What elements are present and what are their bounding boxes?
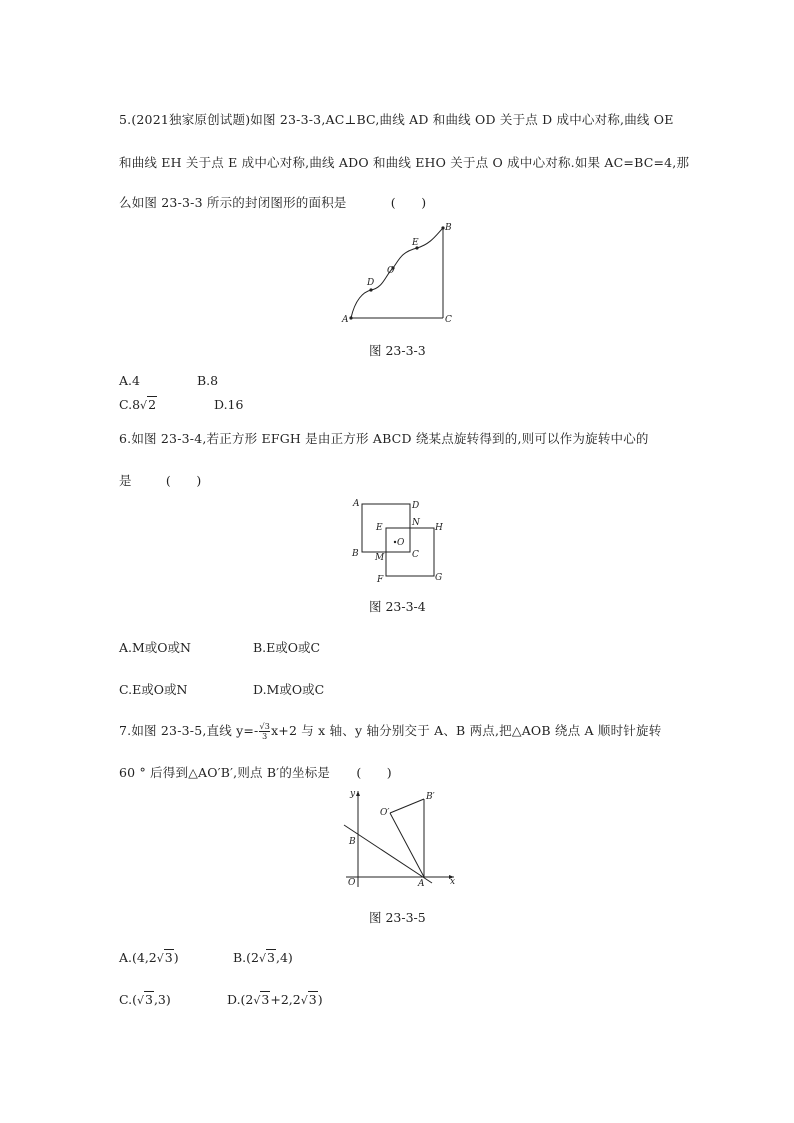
- q7-option-b: B.(2√3,4): [233, 950, 293, 965]
- label-o-prime: O′: [380, 808, 390, 818]
- q6-line-2: [119, 471, 201, 489]
- label-a: A: [418, 879, 425, 889]
- label-e: E: [412, 238, 419, 248]
- label-d: D: [412, 501, 420, 511]
- label-m: M: [375, 553, 385, 563]
- q7-line-2-text: 60 ° 后得到△AO′B′,则点 B′的坐标是: [119, 765, 331, 780]
- label-c: C: [412, 550, 419, 560]
- segment-o-prime-b-prime: [390, 799, 424, 813]
- fraction: $\frac{√3}{3}$: [259, 722, 271, 741]
- q5-line-3-text: 么如图 23-3-3 所示的封闭图形的面积是: [119, 195, 347, 210]
- q7-option-d: D.(2√3+2,2√3): [227, 992, 323, 1007]
- label-b: B: [445, 223, 452, 233]
- label-e: E: [376, 523, 383, 533]
- figure-23-3-5: [336, 787, 460, 891]
- label-y: y: [350, 789, 356, 799]
- label-o: O: [397, 538, 405, 548]
- q7-line-1: 7.如图 23-3-5,直线 y=- $\frac{√3}{3}$ x+2 与 x 轴、y 轴分别交于 A、B 两点,把△AOB 绕点 A 顺时针旋转: [119, 722, 662, 741]
- figure-23-3-3: [335, 218, 460, 330]
- q5-option-d: D.16: [214, 397, 244, 412]
- label-h: H: [435, 523, 443, 533]
- q5-option-c: C.8√2: [119, 397, 157, 412]
- label-f: F: [377, 575, 384, 584]
- label-d: D: [367, 278, 375, 288]
- q6-option-b: B.E或O或C: [253, 640, 321, 655]
- line-ab: [344, 825, 432, 883]
- label-o: O: [348, 878, 356, 888]
- q5-line-1: 5.(2021独家原创试题)如图 23-3-3,AC⊥BC,曲线 AD 和曲线 OD 关于点 D 成中心对称,曲线 OE: [119, 112, 674, 127]
- label-n: N: [412, 518, 420, 528]
- q7-line-2: [119, 763, 392, 781]
- point-o-center: [394, 541, 396, 543]
- q5-line-2: 和曲线 EH 关于点 E 成中心对称,曲线 ADO 和曲线 EHO 关于点 O 成中心对称.如果 AC=BC=4,那: [119, 155, 690, 170]
- q7-option-c: C.(√3,3): [119, 992, 171, 1007]
- q6-line-2-text: 是: [119, 473, 132, 488]
- caption-23-3-4: 图 23-3-4: [369, 599, 426, 614]
- q5-answer-bracket: ( ): [390, 195, 427, 210]
- segment-ao-prime: [390, 813, 424, 877]
- label-x: x: [450, 877, 456, 887]
- caption-23-3-5: 图 23-3-5: [369, 910, 426, 925]
- point-a: [349, 316, 352, 319]
- label-a: A: [353, 499, 360, 509]
- q6-option-c: C.E或O或N: [119, 682, 188, 697]
- q6-line-1: 6.如图 23-3-4,若正方形 EFGH 是由正方形 ABCD 绕某点旋转得到的,则可以作为旋转中心的: [119, 431, 649, 446]
- caption-23-3-3: 图 23-3-3: [369, 343, 426, 358]
- label-a: A: [342, 315, 349, 325]
- q6-answer-bracket: ( ): [165, 473, 202, 488]
- figure-23-3-4: [344, 494, 446, 584]
- q7-option-a: A.(4,2√3): [119, 950, 179, 965]
- q5-option-b: B.8: [197, 373, 219, 388]
- q5-option-a: A.4: [119, 373, 140, 388]
- point-d: [369, 288, 372, 291]
- curve-adoeb: [351, 228, 443, 318]
- label-o: O: [387, 266, 395, 276]
- q5-line-3: [119, 193, 426, 211]
- q6-option-d: D.M或O或C: [253, 682, 325, 697]
- label-b-prime: B′: [426, 792, 435, 802]
- q7-answer-bracket: ( ): [356, 765, 392, 780]
- label-b: B: [349, 837, 356, 847]
- label-b: B: [352, 549, 359, 559]
- q6-option-a: A.M或O或N: [119, 640, 191, 655]
- label-g: G: [435, 573, 443, 583]
- label-c: C: [445, 315, 452, 325]
- y-axis-arrow: [356, 791, 360, 796]
